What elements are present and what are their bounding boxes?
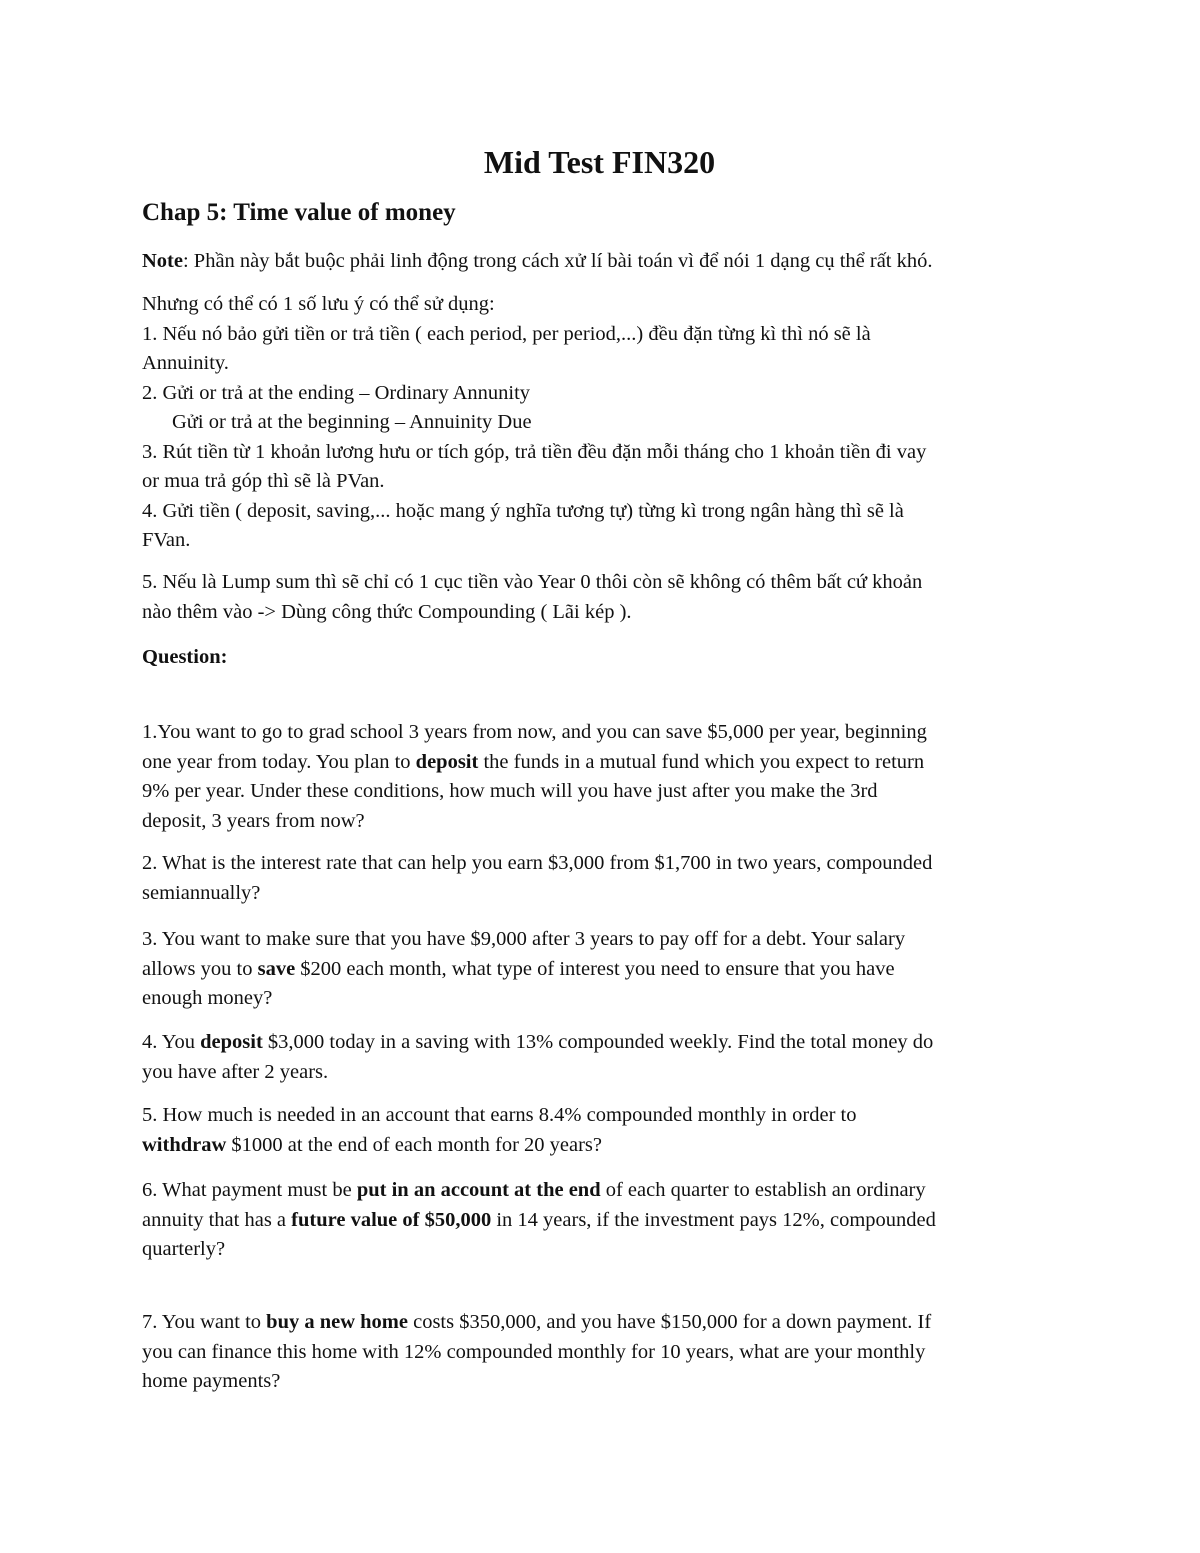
question-1-line-4: deposit, 3 years from now? bbox=[142, 809, 365, 832]
question-6-line-1 bbox=[142, 1176, 1067, 1206]
tip-3-line-1: 3. Rút tiền từ 1 khoản lương hưu or tích góp, trả tiền đều đặn mỗi tháng cho 1 khoản tiền đi vay bbox=[142, 440, 927, 463]
question-7 bbox=[142, 1308, 1067, 1397]
note-text: : Phần này bắt buộc phải linh động trong cách xử lí bài toán vì để nói 1 dạng cụ thể rất khó. bbox=[182, 250, 933, 272]
question-4-text: 4. You bbox=[142, 1031, 201, 1053]
question-1-line-3: 9% per year. Under these conditions, how much will you have just after you make the 3rd bbox=[142, 780, 878, 802]
question-1-line-1: 1.You want to go to grad school 3 years from now, and you can save $5,000 per year, beginning bbox=[142, 721, 927, 743]
tip-2-line-2: Gửi or trả at the beginning – Annuinity Due bbox=[172, 411, 532, 433]
tips-list bbox=[142, 290, 1067, 556]
tip-1-line-1: 1. Nếu nó bảo gửi tiền or trả tiền ( each period, per period,...) đều đặn từng kì thì nó sẽ là bbox=[142, 322, 871, 345]
note-paragraph bbox=[142, 247, 1067, 277]
question-3-text: allows you to bbox=[142, 957, 258, 980]
question-6-text: in 14 years, if the investment pays 12%, compounded bbox=[491, 1208, 936, 1231]
question-2-line-1: 2. What is the interest rate that can help you earn $3,000 from $1,700 in two years, compounded bbox=[142, 852, 933, 874]
tip-2-line-1: 2. Gửi or trả at the ending – Ordinary Annunity bbox=[142, 381, 531, 404]
question-3-text: $200 each month, what type of interest you need to ensure that you have bbox=[295, 957, 895, 980]
question-heading-text: Question: bbox=[142, 646, 228, 668]
question-6-line-2 bbox=[142, 1206, 1067, 1236]
question-3-line-3: enough money? bbox=[142, 987, 273, 1009]
question-4 bbox=[142, 1028, 1067, 1087]
question-2-line-2: semiannually? bbox=[142, 881, 261, 904]
question-5-emphasis: withdraw bbox=[142, 1133, 227, 1156]
question-5 bbox=[142, 1101, 1067, 1160]
question-5-text: $1000 at the end of each month for 20 years? bbox=[226, 1133, 603, 1156]
question-6-text: 6. What payment must be bbox=[142, 1179, 357, 1201]
question-5-line-2 bbox=[142, 1131, 1067, 1161]
tip-4-line-2: FVan. bbox=[142, 529, 191, 551]
tip-5-paragraph bbox=[142, 568, 1067, 627]
question-7-text: costs $350,000, and you have $150,000 for a down payment. If bbox=[407, 1311, 932, 1333]
question-4-emphasis: deposit bbox=[200, 1031, 263, 1053]
question-4-line-1 bbox=[142, 1028, 1067, 1058]
question-7-line-2: you can finance this home with 12% compounded monthly for 10 years, what are your monthly bbox=[142, 1340, 926, 1363]
question-1 bbox=[142, 718, 1067, 836]
question-7-line-3: home payments? bbox=[142, 1370, 281, 1392]
tip-1-line-2: Annuinity. bbox=[142, 352, 229, 374]
question-6 bbox=[142, 1176, 1067, 1265]
question-6-line-3: quarterly? bbox=[142, 1238, 226, 1260]
question-1-emphasis: deposit bbox=[415, 750, 479, 773]
question-heading bbox=[142, 643, 1067, 673]
question-3-line-2 bbox=[142, 955, 1067, 985]
question-6-emphasis: future value of $50,000 bbox=[291, 1208, 492, 1231]
chapter-heading: Chap 5: Time value of money bbox=[142, 199, 456, 226]
question-6-text: of each quarter to establish an ordinary bbox=[600, 1179, 926, 1201]
question-4-line-2: you have after 2 years. bbox=[142, 1060, 329, 1083]
question-7-line-1 bbox=[142, 1308, 1067, 1338]
question-7-text: 7. You want to bbox=[142, 1311, 267, 1333]
tip-5-line-1: 5. Nếu là Lump sum thì sẽ chỉ có 1 cục tiền vào Year 0 thôi còn sẽ không có thêm bất cứ khoản bbox=[142, 571, 923, 593]
tip-3-line-2: or mua trả góp thì sẽ là PVan. bbox=[142, 470, 385, 492]
question-6-emphasis: put in an account at the end bbox=[356, 1179, 601, 1201]
tip-4-line-1: 4. Gửi tiền ( deposit, saving,... hoặc mang ý nghĩa tương tự) từng kì trong ngân hàng thì sẽ là bbox=[142, 499, 904, 522]
tips-intro: Nhưng có thể có 1 số lưu ý có thể sử dụng: bbox=[142, 293, 495, 315]
document-title: Mid Test FIN320 bbox=[483, 144, 716, 180]
question-5-line-1: 5. How much is needed in an account that earns 8.4% compounded monthly in order to bbox=[142, 1104, 857, 1126]
question-1-text: one year from today. You plan to bbox=[142, 750, 416, 773]
question-3 bbox=[142, 925, 1067, 1014]
tip-5-line-2: nào thêm vào -> Dùng công thức Compounding ( Lãi kép ). bbox=[142, 600, 632, 623]
question-3-line-1: 3. You want to make sure that you have $9,000 after 3 years to pay off for a debt. Your salary bbox=[142, 928, 906, 950]
note-label: Note bbox=[142, 250, 183, 272]
question-7-emphasis: buy a new home bbox=[266, 1311, 408, 1333]
question-2 bbox=[142, 849, 1067, 908]
question-3-emphasis: save bbox=[257, 957, 296, 980]
question-1-text: the funds in a mutual fund which you expect to return bbox=[478, 750, 925, 773]
question-4-text: $3,000 today in a saving with 13% compounded weekly. Find the total money do bbox=[262, 1031, 934, 1053]
question-1-line-2 bbox=[142, 748, 1067, 778]
question-6-text: annuity that has a bbox=[142, 1208, 292, 1231]
